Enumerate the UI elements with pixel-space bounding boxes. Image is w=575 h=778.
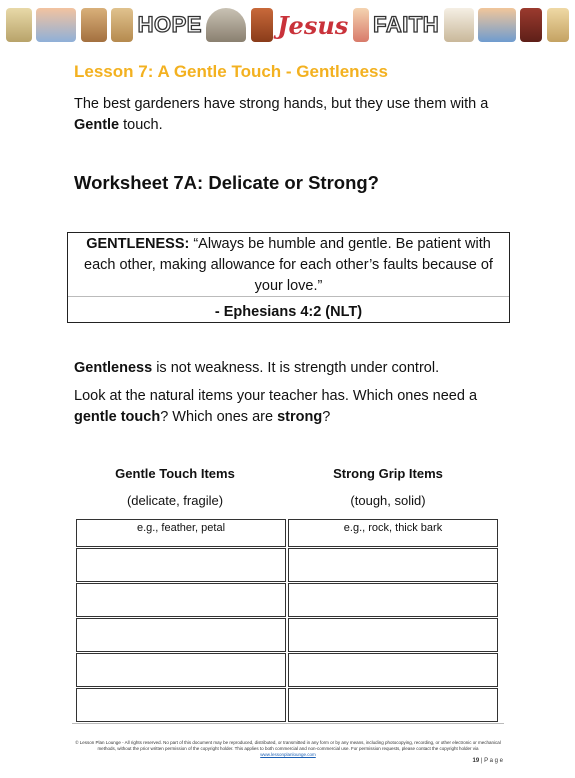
gentle-answer-cell[interactable]: [76, 548, 286, 582]
angel-icon: [353, 8, 369, 42]
instructions-text-2: ? Which ones are: [160, 409, 278, 425]
gentle-column-header: [75, 466, 275, 508]
footer-divider: [72, 723, 504, 724]
strong-answer-cell[interactable]: [288, 548, 498, 582]
table-row: [76, 618, 498, 652]
strong-answer-cell[interactable]: [288, 583, 498, 617]
website-link[interactable]: www.lessonplanlounge.com: [260, 752, 316, 757]
gentle-answer-cell[interactable]: [76, 618, 286, 652]
intro-bold: Gentle: [74, 117, 120, 133]
page-number-value: 19: [472, 758, 480, 764]
children-icon: [36, 8, 76, 42]
instructions-paragraph: [74, 386, 514, 428]
lesson-title: Lesson 7: A Gentle Touch - Gentleness: [74, 62, 388, 81]
verse-label: GENTLENESS:: [86, 236, 190, 252]
banner-word-hope: HOPE: [137, 12, 202, 37]
gentleness-paragraph: [74, 358, 514, 379]
gentle-example-cell: e.g., feather, petal: [76, 519, 286, 547]
tomb-icon: [206, 8, 246, 42]
page-label: P a g e: [484, 758, 503, 764]
verse-text: [72, 233, 505, 297]
strong-heading: Strong Grip Items: [333, 466, 443, 481]
table-row: [76, 583, 498, 617]
instructions-bold-2: strong: [277, 409, 323, 425]
gentleness-text: is not weakness. It is strength under control.: [152, 360, 440, 376]
sorting-table: [74, 518, 500, 723]
gentle-answer-cell[interactable]: [76, 653, 286, 687]
strong-example-cell: e.g., rock, thick bark: [288, 519, 498, 547]
sheep-icon: [444, 8, 474, 42]
strong-answer-cell[interactable]: [288, 688, 498, 722]
instructions-bold-1: gentle touch: [74, 409, 161, 425]
gentleness-bold: Gentleness: [74, 360, 153, 376]
table-row: [76, 653, 498, 687]
intro-paragraph: [74, 94, 514, 136]
strong-answer-cell[interactable]: [288, 653, 498, 687]
strong-subheading: (tough, solid): [350, 493, 426, 508]
nativity-icon: [81, 8, 107, 42]
table-row: [76, 688, 498, 722]
banner-word-faith: FAITH: [373, 12, 440, 37]
copyright-notice: [74, 740, 502, 758]
verse-quote: “Always be humble and gentle. Be patient with each other, making allowance for each other’s faults because of your love.”: [84, 236, 493, 294]
gentle-answer-cell[interactable]: [76, 688, 286, 722]
verse-divider: [68, 296, 509, 297]
gentle-subheading: (delicate, fragile): [126, 493, 224, 508]
copyright-text: © Lesson Plan Lounge - All rights reserved. No part of this document may be reproduced, distributed, or transmitted in any form or by any means, including photocopying, recording, or other electronic or mechanical methods, without the prior written permission of the copyright holder. This applies to both commercial and non-commercial use. For permission requests, please contact the copyright holder via: [75, 740, 501, 751]
intro-text-end: touch.: [119, 117, 163, 133]
instructions-text-1: Look at the natural items your teacher has. Which ones need a: [74, 388, 478, 404]
camel-icon: [111, 8, 133, 42]
instructions-text-3: ?: [322, 409, 331, 425]
header-banner: [0, 0, 575, 50]
disciples-icon: [478, 8, 516, 42]
book-icon: [520, 8, 542, 42]
table-row: [76, 548, 498, 582]
gentle-answer-cell[interactable]: [76, 583, 286, 617]
gentle-heading: Gentle Touch Items: [115, 466, 235, 481]
bible-icon: [251, 8, 273, 42]
tree-icon: [6, 8, 32, 42]
scroll-icon: [547, 8, 569, 42]
intro-text: The best gardeners have strong hands, but they use them with a: [74, 96, 489, 112]
strong-column-header: [288, 466, 488, 508]
banner-word-jesus: Jesus: [277, 10, 349, 40]
worksheet-title: Worksheet 7A: Delicate or Strong?: [74, 172, 379, 193]
example-row: [76, 519, 498, 547]
page-number: 19 | P a g e: [472, 758, 503, 764]
verse-reference: - Ephesians 4:2 (NLT): [214, 304, 363, 320]
verse-box: [67, 232, 510, 323]
strong-answer-cell[interactable]: [288, 618, 498, 652]
